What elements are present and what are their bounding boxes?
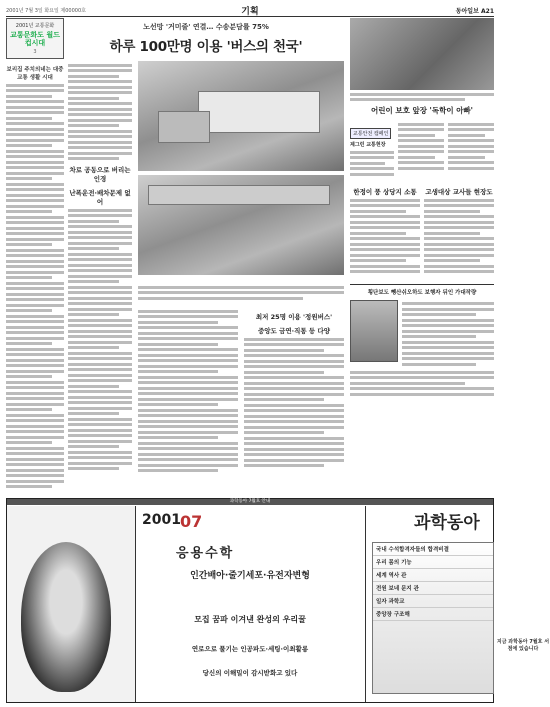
series-number: 3 [33, 49, 37, 56]
ad-middle-panel [136, 506, 364, 702]
ad-call-to-action: 지금 과학동아 7월호 서점에 있습니다 [496, 639, 550, 652]
subhead-1: 차로 공동으로 버리는 인경 [69, 166, 131, 183]
section-title: 기획 [241, 7, 259, 17]
right-headline: 어린이 보호 앞장 '독학이 아빠' [371, 106, 473, 115]
ad-left-panel [7, 506, 136, 702]
sidebar-text [6, 84, 64, 489]
column-heading: 보리집 주치의네는 대중교통 생활 시대 [6, 67, 64, 82]
series-title: 교통문화도 월드컵시대 [10, 31, 60, 48]
magazine-advertisement [6, 498, 550, 703]
article-kicker: 노선망 '거미줄' 연결… 수송분담률 75% [143, 23, 269, 31]
children-photo [350, 18, 494, 90]
series-box [6, 18, 64, 59]
right-text-b [448, 120, 494, 178]
right-column [350, 18, 494, 398]
ad-top-strip: 과학동아 7월호 안내 [7, 499, 493, 505]
magazine-title: 과학동아 [414, 513, 480, 533]
cover-item: 중앙장 구조해 [373, 608, 493, 621]
magazine-cover [372, 542, 494, 694]
page-number: A21 [481, 8, 494, 15]
right-subhead: 한정이 풍 상당지 소통 [353, 188, 417, 196]
right-subhead-2: 고생대상 교사들 현장도 [425, 188, 493, 196]
cover-item: 세계 역사 관 [373, 569, 493, 582]
ad-right-panel [365, 506, 550, 702]
campaign-badge: 교통안전 캠페인 [350, 128, 391, 139]
ad-feature-2: 모집 꿈파 이겨낸 완성의 우리꿀 [194, 615, 306, 624]
cover-item: 국내 수석합격자들의 합격비결 [373, 543, 493, 556]
crosswalk-box [350, 284, 494, 396]
series-label: 2001년 교통문화 [15, 23, 55, 29]
ad-feature-4: 당신의 이해밀이 감시받화고 있다 [202, 669, 298, 677]
page-header [6, 4, 494, 17]
crosswalk-graphic [350, 300, 398, 362]
bus-photo-2 [138, 175, 344, 275]
cover-item: 우리 몸의 기능 [373, 556, 493, 569]
campaign-sub: 제그런 교통현장 [350, 142, 386, 148]
subhead-4: 중앙도 금연·직통 등 다양 [257, 327, 331, 335]
ad-feature-3: 연로으로 풀기는 인공파도·세팅·이최활롱 [191, 645, 309, 653]
children-photo-caption [350, 93, 494, 102]
scream-illustration [21, 542, 111, 692]
main-article [68, 18, 344, 481]
article-text-col3 [244, 307, 344, 470]
article-text-col2 [138, 307, 238, 475]
subhead-3: 최저 25명 이용 '정원버스' [255, 313, 333, 321]
ad-month: 07 [180, 512, 203, 531]
sidebar-column [6, 18, 64, 488]
bus-station-photo [138, 61, 344, 171]
cover-item: 일자 과학교 [373, 595, 493, 608]
paper-name: 동아일보 [455, 8, 479, 15]
cover-item: 전원 보네 문지 관 [373, 582, 493, 595]
photo-caption [138, 283, 344, 302]
crosswalk-title: 횡단보도 뺑산쉬오하도 보행자 뒤인 가대작량 [367, 289, 477, 296]
ad-feature-1: 인간배아·줄기세포·유전자변형 [190, 571, 310, 581]
ad-year: 2001 [142, 512, 181, 528]
article-headline: 하루 100만명 이용 '버스의 천국' [109, 39, 303, 55]
header-date: 2001년 7월 3일 화요일 제00000호 [6, 8, 86, 14]
right-text-a [398, 120, 444, 178]
applied-math-title: 응용수학 [176, 546, 235, 561]
subhead-2: 난폭운전·배차문제 없어 [69, 189, 131, 206]
article-text-col1 [68, 61, 132, 473]
